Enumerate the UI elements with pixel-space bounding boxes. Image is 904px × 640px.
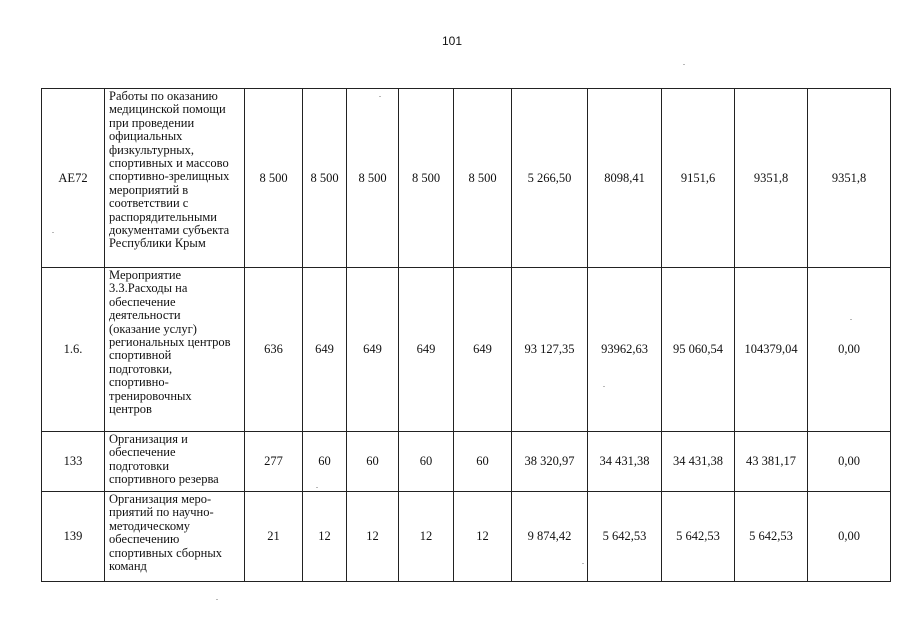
value-cell: 60 [347,432,399,492]
name-line: спортивных сборных [109,545,222,560]
value-cell: 8098,41 [588,89,662,268]
name-line: методическому [109,518,190,533]
value-cell: 8 500 [303,89,347,268]
name-line: деятельности [109,308,181,323]
name-line: физкультурных, [109,142,195,157]
value-cell: 649 [347,268,399,432]
table-row [42,492,891,582]
name-line: спортивных и массово [109,156,229,171]
name-line: спортивно-зрелищных [109,169,230,184]
value-cell: 9351,8 [808,89,891,268]
value-cell: 649 [303,268,347,432]
table-row [42,432,891,492]
name-line: спортивного резерва [109,472,219,487]
value-cell: 9 874,42 [512,492,588,582]
row-code-cell: 139 [42,492,105,582]
value-cell: 8 500 [347,89,399,268]
value-cell: 649 [399,268,454,432]
value-cell: 8 500 [399,89,454,268]
value-cell: 0,00 [808,268,891,432]
budget-table [41,88,891,582]
value-cell: 5 642,53 [735,492,808,582]
name-line: центров [109,402,152,417]
page-number: 101 [441,34,463,48]
name-line: соответствии с [109,196,189,211]
value-cell: 95 060,54 [662,268,735,432]
name-line: приятий по научно- [109,505,214,520]
value-cell: 93 127,35 [512,268,588,432]
value-cell: 43 381,17 [735,432,808,492]
name-line: подготовки [109,458,170,473]
table-row [42,268,891,432]
name-line: (оказание услуг) [109,321,197,336]
value-cell: 277 [245,432,303,492]
name-line: 3.3.Расходы на [109,281,188,296]
value-cell: 9351,8 [735,89,808,268]
name-line: медицинской помощи [109,102,226,117]
table-body [42,89,891,582]
value-cell: 60 [454,432,512,492]
name-line: Организация и [109,432,188,446]
value-cell: 12 [303,492,347,582]
value-cell: 0,00 [808,492,891,582]
value-cell: 104379,04 [735,268,808,432]
name-line: команд [109,559,147,574]
row-name-cell [105,492,245,582]
value-cell: 8 500 [454,89,512,268]
value-cell: 636 [245,268,303,432]
value-cell: 34 431,38 [662,432,735,492]
row-name-cell [105,432,245,492]
name-line: документами субъекта [109,223,230,238]
name-line: обеспечение [109,294,176,309]
value-cell: 60 [399,432,454,492]
value-cell: 12 [454,492,512,582]
name-line: обеспечению [109,532,180,547]
name-line: при проведении [109,115,195,130]
name-line: Мероприятие [109,268,182,282]
name-line: Организация меро- [109,492,212,506]
row-code-cell: 133 [42,432,105,492]
value-cell: 34 431,38 [588,432,662,492]
name-line: мероприятий в [109,182,189,197]
value-cell: 8 500 [245,89,303,268]
row-name-cell [105,89,245,268]
name-line: распорядительными [109,209,217,224]
name-line: тренировочных [109,388,192,403]
row-name-cell [105,268,245,432]
value-cell: 5 266,50 [512,89,588,268]
value-cell: 12 [347,492,399,582]
name-line: Республики Крым [109,236,206,251]
value-cell: 5 642,53 [588,492,662,582]
name-line: Работы по оказанию [109,89,218,103]
value-cell: 60 [303,432,347,492]
name-line: подготовки, [109,361,173,376]
value-cell: 93962,63 [588,268,662,432]
row-code-cell: 1.6. [42,268,105,432]
value-cell: 649 [454,268,512,432]
value-cell: 12 [399,492,454,582]
name-line: региональных центров [109,335,231,350]
value-cell: 38 320,97 [512,432,588,492]
name-line: официальных [109,129,183,144]
value-cell: 9151,6 [662,89,735,268]
row-code-cell: АЕ72 [42,89,105,268]
value-cell: 21 [245,492,303,582]
table-row [42,89,891,268]
value-cell: 0,00 [808,432,891,492]
name-line: обеспечение [109,445,176,460]
value-cell: 5 642,53 [662,492,735,582]
name-line: спортивной [109,348,172,363]
name-line: спортивно- [109,375,169,390]
